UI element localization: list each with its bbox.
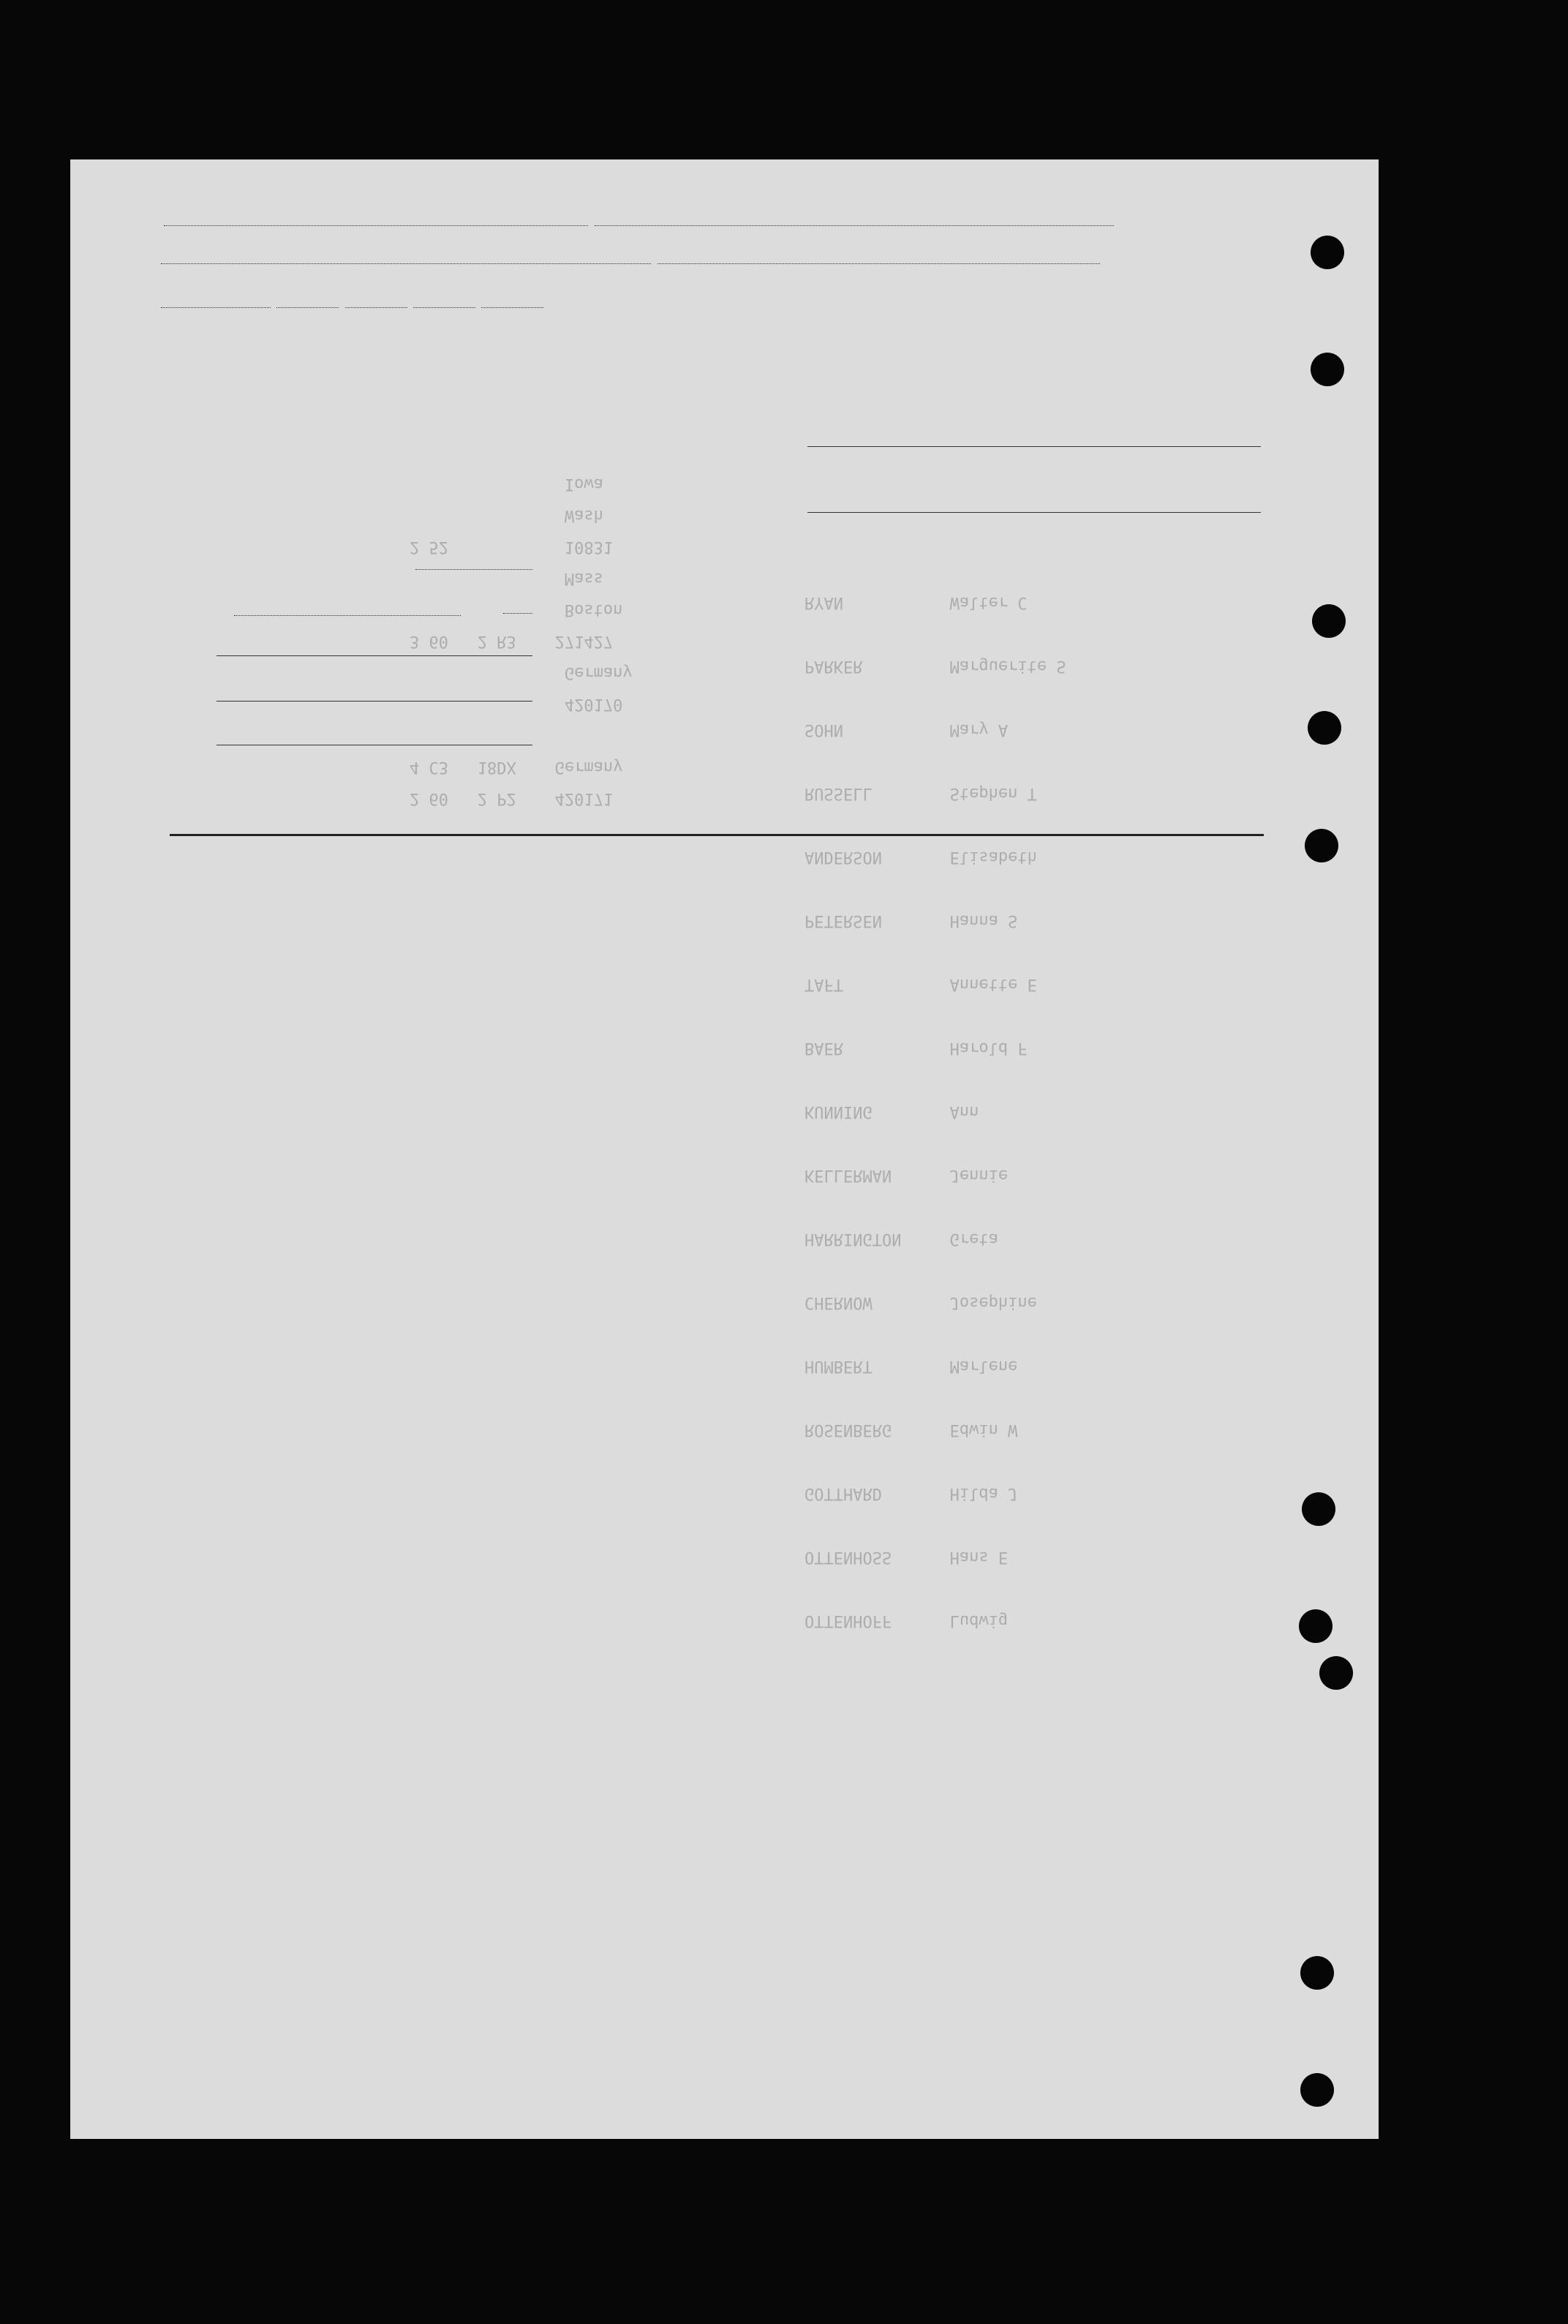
lists-from-field[interactable] [276,294,339,308]
month-field[interactable] [234,615,461,616]
oath-line-1 [164,209,1264,231]
at-field[interactable] [216,655,532,656]
oath-line-2 [161,247,1264,269]
manifests-to-field[interactable] [481,294,543,308]
signature-name-line[interactable] [807,446,1261,447]
numbering-field[interactable] [161,294,271,308]
footer-rule [170,834,1264,836]
punch-hole [1302,1492,1335,1526]
oath-line-4 [161,291,1264,313]
document-page [70,159,1379,2139]
punch-hole [1311,353,1344,386]
bleed-through-names: OTTENHOFF Ludwig OTTENHOSS Hans E GOTTHARD Hilda J ROSENBERG Edwin W HUMBERT Marlene CHERNOW Josephine HARRINGTON Greta KELLERMAN Jennie KUNNING Ann BAER Harold F TAFT Annette E PETERSEN Hanna S ANDERSON Elisabeth RUSSELL Stephen T SOHN Mary A PARKER Marguerite S RYAN Walter C [804,593,1066,1630]
bleed-through-codes: 2 60 2 P2 420171 4 C3 18DX Germany 420170 Germany 3 60 2 R3 271427 Boston Mass 2 52 10831 Wash Iowa [410,475,633,808]
oath-line-3 [161,269,1264,291]
manifests-from-field[interactable] [413,294,475,308]
officer-signature-line[interactable] [216,701,532,702]
punch-hole [1300,1956,1334,1990]
punch-hole [1312,604,1346,638]
signature-title-line[interactable] [807,512,1261,513]
punch-hole [1319,1656,1353,1690]
sworn-day-field[interactable] [415,569,532,570]
punch-hole [1300,2073,1334,2107]
year-field[interactable] [503,613,532,614]
ship-field[interactable] [161,250,651,264]
punch-hole [1308,711,1341,745]
lists-to-field[interactable] [345,294,407,308]
destination-field[interactable] [657,250,1100,264]
punch-hole [1299,1609,1333,1643]
punch-hole [1305,829,1338,862]
oath-block [164,209,1264,313]
punch-hole [1311,236,1344,269]
title-field[interactable] [595,212,1114,226]
name-field[interactable] [164,212,588,226]
